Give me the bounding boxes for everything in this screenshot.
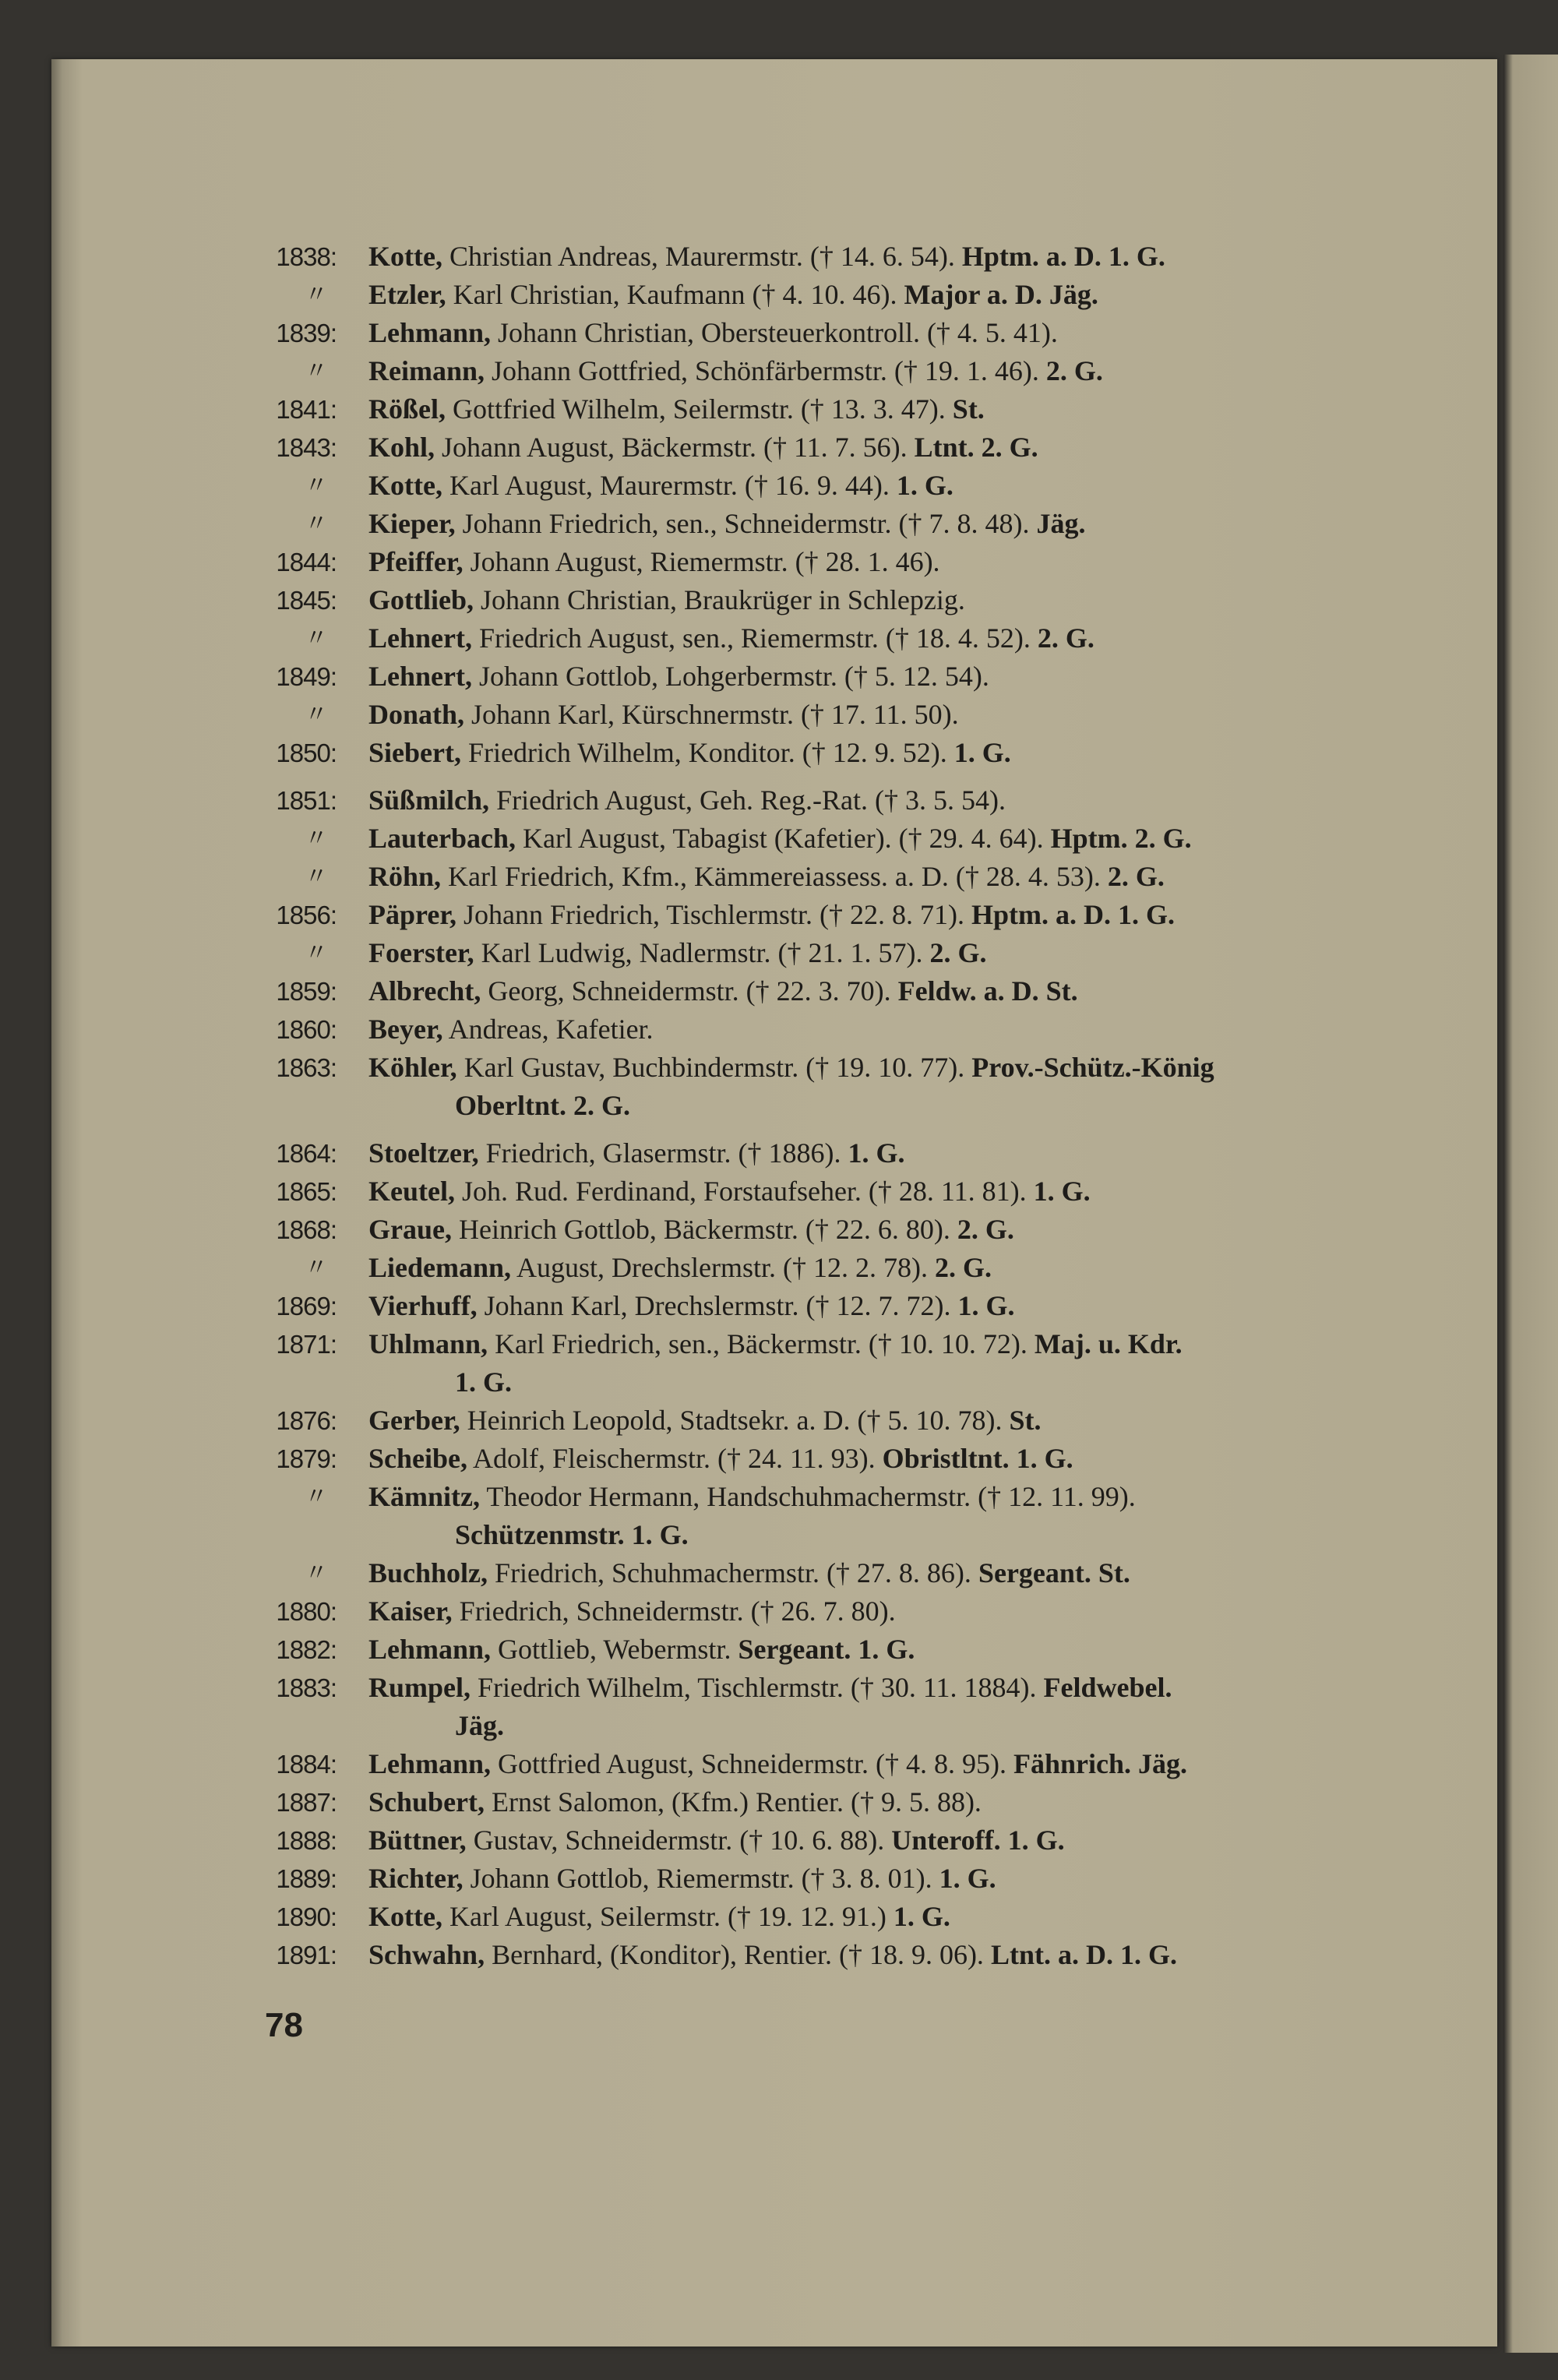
- entry-text: [368, 467, 953, 505]
- entry-year: 1856:: [276, 901, 337, 929]
- entry-year: 1890:: [276, 1902, 337, 1931]
- entry-rank: 1. G.: [896, 470, 953, 501]
- entry-details: Karl August, Seilermstr. († 19. 12. 91.): [442, 1901, 894, 1932]
- entry-text: [368, 820, 1192, 858]
- entry-name: Kieper,: [368, 508, 456, 539]
- entry-rank-continued: Jäg.: [455, 1710, 504, 1741]
- entry-year: 1868:: [276, 1215, 337, 1244]
- entry-name: Graue,: [368, 1214, 452, 1245]
- member-list: [0, 238, 1558, 1974]
- entry-name: Lehmann,: [368, 1748, 492, 1779]
- list-entry: [0, 1325, 1558, 1363]
- list-entry: [0, 352, 1558, 390]
- list-entry: [0, 858, 1558, 896]
- entry-year: 1883:: [276, 1673, 337, 1702]
- entry-rank: 1. G.: [939, 1863, 996, 1894]
- entry-name: Büttner,: [368, 1825, 467, 1856]
- entry-year: 1850:: [276, 739, 337, 767]
- entry-year: 〃: [305, 626, 327, 651]
- entry-details: Karl Friedrich, sen., Bäckermstr. († 10. 10. 72).: [488, 1328, 1035, 1359]
- entry-year: 〃: [305, 1255, 327, 1281]
- entry-details: Theodor Hermann, Handschuhmachermstr. († 12. 11. 99).: [479, 1481, 1136, 1512]
- list-entry: [0, 972, 1558, 1010]
- entry-text: [368, 1172, 1091, 1211]
- entry-rank-continued: Oberltnt. 2. G.: [455, 1090, 630, 1121]
- page-number: 78: [265, 2006, 303, 2044]
- entry-text: [368, 1554, 1130, 1592]
- entry-year: 〃: [305, 511, 327, 537]
- entry-details: Johann Friedrich, Tischlermstr. († 22. 8. 71).: [456, 899, 971, 930]
- entry-details: Friedrich Wilhelm, Konditor. († 12. 9. 52).: [460, 737, 954, 768]
- list-entry: [0, 1211, 1558, 1249]
- entry-text: [368, 543, 940, 581]
- list-entry: [0, 1172, 1558, 1211]
- entry-details: Karl August, Tabagist (Kafetier). († 29. 4. 64).: [516, 823, 1051, 854]
- list-entry: [0, 1592, 1558, 1631]
- list-entry: [0, 934, 1558, 972]
- entry-name: Foerster,: [368, 937, 474, 968]
- entry-rank: 1. G.: [953, 737, 1011, 768]
- entry-name: Lehmann,: [368, 317, 492, 348]
- entry-year: 1879:: [276, 1444, 337, 1473]
- list-entry: [0, 658, 1558, 696]
- entry-year: 1891:: [276, 1941, 337, 1969]
- entry-year: 〃: [305, 358, 327, 384]
- entry-details: Andreas, Kafetier.: [442, 1014, 654, 1045]
- entry-year: 1864:: [276, 1139, 337, 1168]
- entry-year: 1863:: [276, 1053, 337, 1082]
- entry-text: [368, 1287, 1015, 1325]
- entry-rank: 2. G.: [1107, 861, 1165, 892]
- entry-text: [368, 1010, 654, 1049]
- entry-rank: Ltnt. 2. G.: [914, 432, 1038, 463]
- entry-name: Richter,: [368, 1863, 464, 1894]
- entry-rank: Unteroff. 1. G.: [891, 1825, 1065, 1856]
- entry-year: 1838:: [276, 242, 337, 271]
- entry-rank: Feldwebel.: [1043, 1672, 1172, 1703]
- entry-details: Ernst Salomon, (Kfm.) Rentier. († 9. 5. 88).: [485, 1786, 982, 1818]
- entry-details: Karl Friedrich, Kfm., Kämmereiassess. a. D. († 28. 4. 53).: [441, 861, 1108, 892]
- entry-details: Johann Gottlob, Riemermstr. († 3. 8. 01).: [463, 1863, 939, 1894]
- entry-rank: Hptm. 2. G.: [1050, 823, 1192, 854]
- entry-rank: St.: [952, 393, 985, 425]
- entry-details: Johann Gottlob, Lohgerbermstr. († 5. 12. 54).: [471, 661, 989, 692]
- entry-details: Joh. Rud. Ferdinand, Forstaufseher. († 28. 11. 81).: [454, 1176, 1034, 1207]
- list-entry: [0, 1249, 1558, 1287]
- entry-rank: Feldw. a. D. St.: [897, 975, 1078, 1007]
- entry-details: Heinrich Gottlob, Bäckermstr. († 22. 6. 80).: [451, 1214, 957, 1245]
- entry-name: Gerber,: [368, 1405, 460, 1436]
- entry-name: Gottlieb,: [368, 584, 474, 615]
- entry-text: [368, 972, 1078, 1010]
- entry-name: Kämnitz,: [368, 1481, 480, 1512]
- entry-name: Vierhuff,: [368, 1290, 478, 1321]
- entry-text: [368, 1631, 915, 1669]
- entry-rank: 2. G.: [929, 937, 987, 968]
- entry-text: [368, 934, 987, 972]
- entry-text: [368, 1860, 996, 1898]
- entry-year: 1845:: [276, 586, 337, 615]
- entry-year: 〃: [305, 864, 327, 890]
- entry-year: 1876:: [276, 1406, 337, 1435]
- entry-rank: Hptm. a. D. 1. G.: [961, 241, 1165, 272]
- list-entry: [0, 1049, 1558, 1087]
- entry-year: 1839:: [276, 319, 337, 347]
- entry-text: [368, 1211, 1014, 1249]
- entry-year: 〃: [305, 473, 327, 499]
- list-entry: [0, 1402, 1558, 1440]
- entry-year: 1860:: [276, 1015, 337, 1044]
- list-entry: [0, 1554, 1558, 1592]
- list-entry: [0, 696, 1558, 734]
- entry-year: 1889:: [276, 1864, 337, 1893]
- entry-rank: Jäg.: [1036, 508, 1086, 539]
- entry-year: 1884:: [276, 1750, 337, 1779]
- entry-rank: 1. G.: [893, 1901, 950, 1932]
- list-entry: [0, 1010, 1558, 1049]
- list-entry: [0, 1631, 1558, 1669]
- entry-details: Karl August, Maurermstr. († 16. 9. 44).: [442, 470, 897, 501]
- entry-details: Gottfried August, Schneidermstr. († 4. 8. 95).: [491, 1748, 1013, 1779]
- entry-text: [368, 428, 1038, 467]
- entry-text: [368, 314, 1058, 352]
- entry-details: Johann Gottfried, Schönfärbermstr. († 19. 1. 46).: [485, 355, 1046, 386]
- entry-year: 1859:: [276, 977, 337, 1006]
- entry-name: Köhler,: [368, 1052, 457, 1083]
- list-entry: [0, 390, 1558, 428]
- entry-details: Karl Ludwig, Nadlermstr. († 21. 1. 57).: [474, 937, 930, 968]
- entry-rank: 2. G.: [1037, 622, 1094, 654]
- entry-text: [368, 1249, 992, 1287]
- list-entry: [0, 1287, 1558, 1325]
- entry-name: Kaiser,: [368, 1595, 453, 1627]
- entry-details: Christian Andreas, Maurermstr. († 14. 6. 54).: [442, 241, 962, 272]
- entry-name: Uhlmann,: [368, 1328, 488, 1359]
- entry-rank: Prov.-Schütz.-König: [971, 1052, 1214, 1083]
- entry-details: Friedrich Wilhelm, Tischlermstr. († 30. 11. 1884).: [471, 1672, 1044, 1703]
- entry-text: [368, 1669, 1172, 1707]
- entry-text: [368, 696, 959, 734]
- entry-text: [368, 858, 1165, 896]
- entry-name: Albrecht,: [368, 975, 481, 1007]
- entry-year: 〃: [305, 826, 327, 852]
- entry-name: Lehmann,: [368, 1634, 492, 1665]
- entry-year: 〃: [305, 282, 327, 308]
- entry-year: 1880:: [276, 1597, 337, 1626]
- entry-rank-continued: Schützenmstr. 1. G.: [455, 1519, 689, 1550]
- entry-year: 1849:: [276, 662, 337, 691]
- entry-year: 1851:: [276, 786, 337, 815]
- entry-details: Gottlieb, Webermstr.: [491, 1634, 738, 1665]
- entry-rank-continued: 1. G.: [455, 1366, 513, 1398]
- entry-name: Röhn,: [368, 861, 442, 892]
- list-entry-continuation: [0, 1707, 1558, 1745]
- entry-details: Heinrich Leopold, Stadtsekr. a. D. († 5. 10. 78).: [460, 1405, 1010, 1436]
- list-entry: [0, 276, 1558, 314]
- list-entry: [0, 1478, 1558, 1516]
- entry-text: [368, 1936, 1177, 1974]
- list-entry: [0, 734, 1558, 772]
- entry-rank: 1. G.: [957, 1290, 1015, 1321]
- list-entry: [0, 1936, 1558, 1974]
- entry-rank: 2. G.: [934, 1252, 992, 1283]
- entry-rank: St.: [1009, 1405, 1042, 1436]
- entry-text: [368, 619, 1094, 658]
- list-entry: [0, 1134, 1558, 1172]
- entry-text: [368, 1745, 1187, 1783]
- entry-details: Georg, Schneidermstr. († 22. 3. 70).: [481, 975, 898, 1007]
- list-entry: [0, 467, 1558, 505]
- entry-text: [368, 1783, 982, 1821]
- entry-text: [368, 781, 1006, 820]
- entry-details: Karl Gustav, Buchbindermstr. († 19. 10. 77).: [456, 1052, 972, 1083]
- entry-text: [368, 390, 985, 428]
- entry-details: Johann Friedrich, sen., Schneidermstr. († 7. 8. 48).: [455, 508, 1037, 539]
- entry-details: Johann August, Riemermstr. († 28. 1. 46).: [463, 546, 940, 577]
- entry-details: Johann Christian, Braukrüger in Schlepzig.: [473, 584, 965, 615]
- entry-details: Johann Karl, Kürschnermstr. († 17. 11. 50).: [464, 699, 959, 730]
- entry-details: Johann Christian, Obersteuerkontroll. († 4. 5. 41).: [491, 317, 1058, 348]
- entry-rank: 2. G.: [1045, 355, 1103, 386]
- entry-name: Schwahn,: [368, 1939, 485, 1970]
- entry-name: Buchholz,: [368, 1557, 488, 1588]
- list-entry: [0, 781, 1558, 820]
- list-entry: [0, 1669, 1558, 1707]
- entry-name: Schubert,: [368, 1786, 485, 1818]
- entry-details: Friedrich, Schneidermstr. († 26. 7. 80).: [452, 1595, 896, 1627]
- entry-year: 1882:: [276, 1635, 337, 1664]
- entry-details: Friedrich, Glasermstr. († 1886).: [478, 1137, 848, 1169]
- entry-name: Keutel,: [368, 1176, 455, 1207]
- entry-name: Donath,: [368, 699, 465, 730]
- entry-text: [368, 1134, 905, 1172]
- list-entry: [0, 1745, 1558, 1783]
- list-entry: [0, 238, 1558, 276]
- entry-text: [368, 238, 1165, 276]
- entry-year: 〃: [305, 940, 327, 966]
- list-entry-continuation: [0, 1516, 1558, 1554]
- entry-year: 1865:: [276, 1177, 337, 1206]
- entry-rank: Sergeant. 1. G.: [738, 1634, 915, 1665]
- entry-name: Stoeltzer,: [368, 1137, 479, 1169]
- entry-details: Johann August, Bäckermstr. († 11. 7. 56).: [435, 432, 915, 463]
- list-entry: [0, 820, 1558, 858]
- entry-name: Liedemann,: [368, 1252, 512, 1283]
- entry-text: [368, 658, 989, 696]
- entry-details: Karl Christian, Kaufmann († 4. 10. 46).: [446, 279, 904, 310]
- entry-rank: 1. G.: [1033, 1176, 1091, 1207]
- entry-name: Rumpel,: [368, 1672, 471, 1703]
- list-entry: [0, 619, 1558, 658]
- entry-name: Rößel,: [368, 393, 446, 425]
- list-entry: [0, 1783, 1558, 1821]
- entry-text: [368, 1402, 1042, 1440]
- list-entry: [0, 428, 1558, 467]
- entry-name: Pfeiffer,: [368, 546, 464, 577]
- entry-year: 〃: [305, 1560, 327, 1586]
- entry-details: Adolf, Fleischermstr. († 24. 11. 93).: [467, 1443, 883, 1474]
- entry-text: [368, 1821, 1065, 1860]
- entry-details: Friedrich, Schuhmachermstr. († 27. 8. 86).: [488, 1557, 978, 1588]
- entry-details: Gottfried Wilhelm, Seilermstr. († 13. 3. 47).: [446, 393, 953, 425]
- entry-name: Päprer,: [368, 899, 456, 930]
- entry-rank: Ltnt. a. D. 1. G.: [990, 1939, 1177, 1970]
- entry-text: [368, 1592, 896, 1631]
- entry-details: Gustav, Schneidermstr. († 10. 6. 88).: [466, 1825, 892, 1856]
- entry-rank: Hptm. a. D. 1. G.: [971, 899, 1175, 930]
- entry-details: Bernhard, (Konditor), Rentier. († 18. 9. 06).: [485, 1939, 991, 1970]
- entry-details: Johann Karl, Drechslermstr. († 12. 7. 72).: [477, 1290, 958, 1321]
- entry-year: 1887:: [276, 1788, 337, 1817]
- entry-year: 1871:: [276, 1330, 337, 1359]
- entry-name: Lauterbach,: [368, 823, 516, 854]
- entry-year: 〃: [305, 702, 327, 728]
- entry-name: Lehnert,: [368, 661, 472, 692]
- list-entry-continuation: [0, 1087, 1558, 1125]
- entry-name: Süßmilch,: [368, 785, 490, 816]
- list-entry-continuation: [0, 1363, 1558, 1402]
- entry-rank: Sergeant. St.: [978, 1557, 1130, 1588]
- list-entry: [0, 1860, 1558, 1898]
- entry-name: Beyer,: [368, 1014, 443, 1045]
- entry-year: 1843:: [276, 433, 337, 462]
- entry-details: August, Drechslermstr. († 12. 2. 78).: [511, 1252, 935, 1283]
- entry-name: Lehnert,: [368, 622, 472, 654]
- entry-name: Reimann,: [368, 355, 485, 386]
- entry-name: Siebert,: [368, 737, 461, 768]
- entry-rank: 1. G.: [848, 1137, 905, 1169]
- entry-name: Kohl,: [368, 432, 435, 463]
- list-entry: [0, 896, 1558, 934]
- list-entry: [0, 505, 1558, 543]
- list-entry: [0, 314, 1558, 352]
- entry-year: 1841:: [276, 395, 337, 424]
- entry-name: Scheibe,: [368, 1443, 468, 1474]
- entry-text: [368, 1049, 1214, 1087]
- entry-rank: Fähnrich. Jäg.: [1013, 1748, 1187, 1779]
- entry-text: [368, 276, 1098, 314]
- entry-rank: 2. G.: [957, 1214, 1014, 1245]
- entry-name: Kotte,: [368, 241, 442, 272]
- entry-name: Etzler,: [368, 279, 446, 310]
- entry-text: [368, 1898, 950, 1936]
- entry-year: 1888:: [276, 1826, 337, 1855]
- entry-rank: Maj. u. Kdr.: [1034, 1328, 1183, 1359]
- entry-details: Friedrich August, Geh. Reg.-Rat. († 3. 5. 54).: [489, 785, 1006, 816]
- entry-text: [368, 896, 1175, 934]
- entry-year: 〃: [305, 1484, 327, 1510]
- list-entry: [0, 581, 1558, 619]
- entry-text: [368, 505, 1086, 543]
- list-entry: [0, 1898, 1558, 1936]
- entry-year: 1844:: [276, 548, 337, 576]
- entry-text: [368, 1325, 1183, 1363]
- entry-name: Kotte,: [368, 1901, 442, 1932]
- entry-rank: Obristltnt. 1. G.: [882, 1443, 1073, 1474]
- entry-text: [368, 581, 965, 619]
- list-entry: [0, 1821, 1558, 1860]
- entry-rank: Major a. D. Jäg.: [904, 279, 1098, 310]
- entry-text: [368, 1478, 1136, 1516]
- entry-details: Friedrich August, sen., Riemermstr. († 18. 4. 52).: [471, 622, 1038, 654]
- entry-name: Kotte,: [368, 470, 442, 501]
- list-entry: [0, 543, 1558, 581]
- entry-text: [368, 1440, 1073, 1478]
- entry-year: 1869:: [276, 1292, 337, 1320]
- entry-text: [368, 352, 1103, 390]
- entry-text: [368, 734, 1011, 772]
- list-entry: [0, 1440, 1558, 1478]
